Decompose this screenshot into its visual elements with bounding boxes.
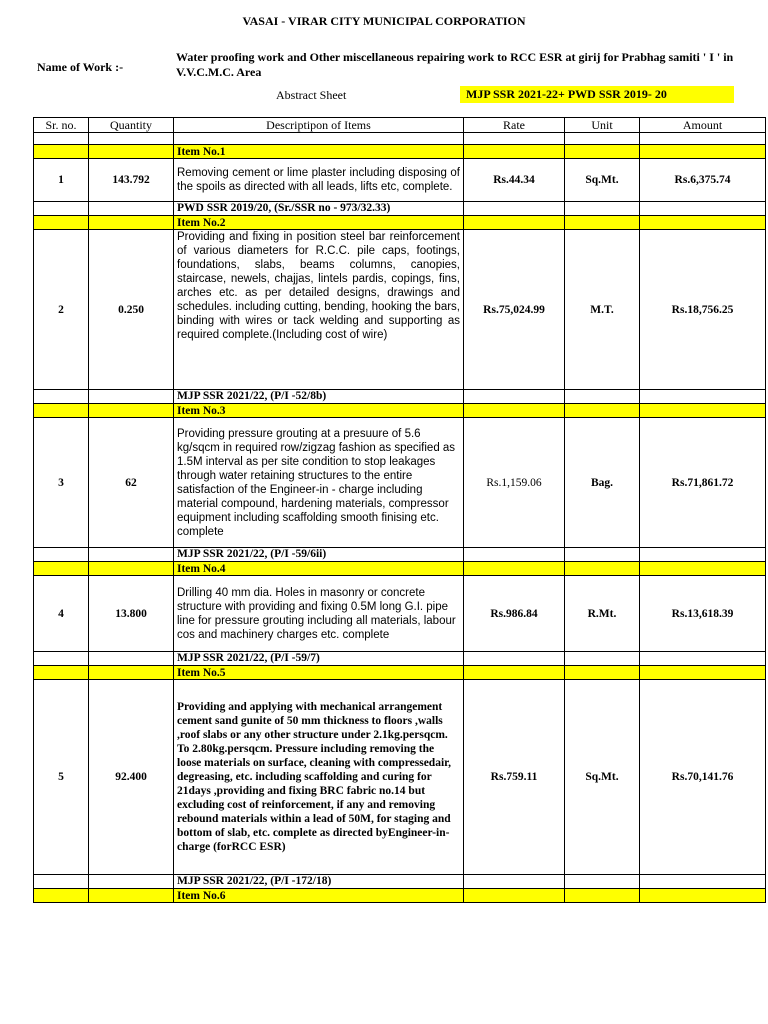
item-label-row: [34, 145, 766, 159]
name-of-work-text: Water proofing work and Other miscellaneous repairing work to RCC ESR at girij for Prabhag samiti ' I ' in V.V.C.M.C. Area: [176, 50, 734, 79]
table-row: [34, 230, 766, 390]
amount-cell: Rs.18,756.25: [640, 230, 766, 390]
abstract-sheet-label: Abstract Sheet: [276, 88, 347, 102]
item-label-row: [34, 666, 766, 680]
header-quantity: Quantity: [89, 118, 174, 133]
header-amount: Amount: [640, 118, 766, 133]
item-label: Item No.5: [174, 666, 464, 680]
abstract-table: [33, 117, 766, 903]
srno-cell: 4: [34, 576, 89, 652]
quantity-cell: 143.792: [89, 159, 174, 202]
quantity-cell: 13.800: [89, 576, 174, 652]
header-rate: Rate: [464, 118, 565, 133]
table-row: [34, 418, 766, 548]
description-cell: Removing cement or lime plaster including disposing of the spoils as directed with all leads, lifts etc, complete.: [174, 159, 464, 202]
item-label-row: [34, 404, 766, 418]
rate-cell: Rs.44.34: [464, 159, 565, 202]
unit-cell: M.T.: [565, 230, 640, 390]
description-cell: Providing pressure grouting at a presuure of 5.6 kg/sqcm in required row/zigzag fashion as specified as 1.5M interval as per site condition to stop leakages through water retaining structures to the entire satisfaction of the Engineer-in - charge including material compound, hardening materials, compressor equipment including scaffolding smooth finising etc. complete: [174, 418, 464, 548]
header-srno: Sr. no.: [34, 118, 89, 133]
table-row: [34, 576, 766, 652]
quantity-cell: 0.250: [89, 230, 174, 390]
reference-row: [34, 548, 766, 562]
unit-cell: Sq.Mt.: [565, 680, 640, 875]
reference-row: [34, 390, 766, 404]
reference-row: [34, 202, 766, 216]
rate-cell: Rs.759.11: [464, 680, 565, 875]
description-cell: Drilling 40 mm dia. Holes in masonry or concrete structure with providing and fixing 0.5M long G.I. pipe line for pressure grouting including all materials, labour cos and machinery charges etc. complete: [174, 576, 464, 652]
srno-cell: 1: [34, 159, 89, 202]
srno-cell: 2: [34, 230, 89, 390]
reference-cell: PWD SSR 2019/20, (Sr./SSR no - 973/32.33): [174, 202, 464, 216]
item-label: Item No.1: [174, 145, 464, 159]
item-label: Item No.2: [174, 216, 464, 230]
description-cell: Providing and applying with mechanical arrangement cement sand gunite of 50 mm thickness to floors ,walls ,roof slabs or any other structure under 2.1kg.persqcm. To 2.80kg.persqcm. Pressure including removing the loose materials on surface, cleaning with compressedair, degreasing, etc. including scaffolding and curing for 21days ,providing and fixing BRC fabric no.14 but excluding cost of reinforcement, if any and removing rebound materials within a lead of 50M, for staging and bottom of slab, etc. complete as directed byEngineer-in-charge (forRCC ESR): [174, 680, 464, 875]
page-title: VASAI - VIRAR CITY MUNICIPAL CORPORATION: [242, 14, 526, 28]
rate-cell: Rs.75,024.99: [464, 230, 565, 390]
item-label-row: [34, 216, 766, 230]
reference-cell: MJP SSR 2021/22, (P/I -59/7): [174, 652, 464, 666]
amount-cell: Rs.6,375.74: [640, 159, 766, 202]
table-row: [34, 159, 766, 202]
reference-cell: MJP SSR 2021/22, (P/I -59/6ii): [174, 548, 464, 562]
unit-cell: R.Mt.: [565, 576, 640, 652]
reference-cell: MJP SSR 2021/22, (P/I -172/18): [174, 875, 464, 889]
header-description: Descriptipon of Items: [174, 118, 464, 133]
srno-cell: 5: [34, 680, 89, 875]
amount-cell: Rs.70,141.76: [640, 680, 766, 875]
item-label: Item No.6: [174, 889, 464, 903]
ssr-reference-box: MJP SSR 2021-22+ PWD SSR 2019- 20: [460, 86, 734, 103]
header-unit: Unit: [565, 118, 640, 133]
quantity-cell: 62: [89, 418, 174, 548]
item-label-row: [34, 889, 766, 903]
unit-cell: Bag.: [565, 418, 640, 548]
item-label: Item No.4: [174, 562, 464, 576]
reference-row: [34, 652, 766, 666]
reference-row: [34, 875, 766, 889]
table-row: [34, 680, 766, 875]
name-of-work-label: Name of Work :-: [37, 60, 124, 74]
spacer-row: [34, 133, 766, 145]
reference-cell: MJP SSR 2021/22, (P/I -52/8b): [174, 390, 464, 404]
unit-cell: Sq.Mt.: [565, 159, 640, 202]
rate-cell: Rs.986.84: [464, 576, 565, 652]
item-label: Item No.3: [174, 404, 464, 418]
description-cell: Providing and fixing in position steel bar reinforcement of various diameters for R.C.C. pile caps, footings, foundations, slabs, beams columns, canopies, staircase, newels, chajjas, lintels pardis, copings, fins, arches etc. as per detailed designs, drawings and schedules. including cutting, bending, hooking the bars, binding with wires or tack welding and supporting as required complete.(Including cost of wire): [174, 230, 464, 390]
rate-cell: Rs.1,159.06: [464, 418, 565, 548]
table-header-row: [34, 118, 766, 133]
amount-cell: Rs.13,618.39: [640, 576, 766, 652]
item-label-row: [34, 562, 766, 576]
quantity-cell: 92.400: [89, 680, 174, 875]
srno-cell: 3: [34, 418, 89, 548]
amount-cell: Rs.71,861.72: [640, 418, 766, 548]
